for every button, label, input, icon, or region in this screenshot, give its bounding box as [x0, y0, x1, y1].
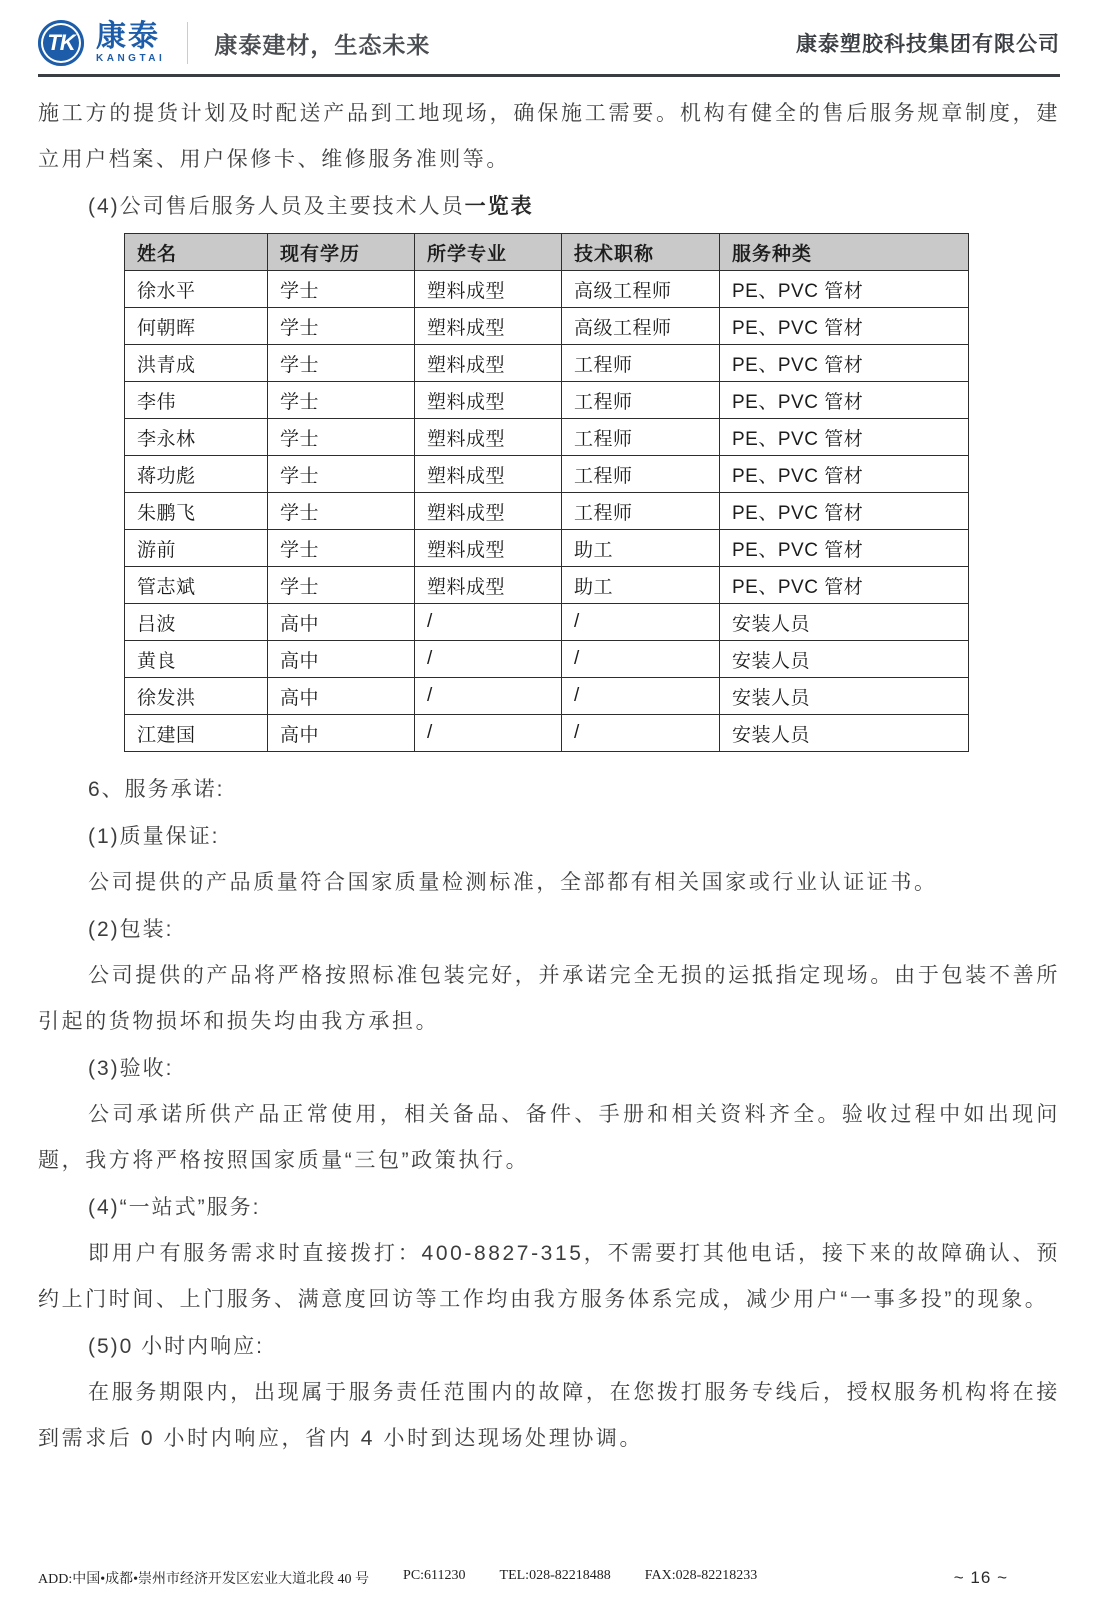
table-cell: 安装人员 [720, 641, 969, 678]
table-cell: / [562, 604, 720, 641]
table-cell: / [562, 715, 720, 752]
page-number: ~ 16 ~ [953, 1568, 1008, 1587]
table-header-cell: 姓名 [125, 234, 268, 271]
table-cell: 江建国 [125, 715, 268, 752]
section-label-acceptance: (3)验收: [88, 1057, 174, 1080]
brand-divider [187, 22, 188, 64]
table-cell: 学士 [268, 271, 415, 308]
table-cell: 徐水平 [125, 271, 268, 308]
table-cell: 工程师 [562, 456, 720, 493]
table-row [125, 456, 969, 493]
table-cell: PE、PVC 管材 [720, 567, 969, 604]
table-cell: 塑料成型 [415, 567, 562, 604]
table-cell: 学士 [268, 530, 415, 567]
brand-tagline: 康泰建材，生态未来 [214, 31, 431, 58]
table-cell: 学士 [268, 493, 415, 530]
brand-text [96, 22, 165, 64]
table-cell: 塑料成型 [415, 308, 562, 345]
table-cell: PE、PVC 管材 [720, 345, 969, 382]
table-cell: 工程师 [562, 419, 720, 456]
staff-table [124, 233, 969, 752]
table-cell: / [415, 641, 562, 678]
table-row [125, 419, 969, 456]
table-cell: 徐发洪 [125, 678, 268, 715]
section-label-quality: (1)质量保证: [88, 825, 220, 848]
table-cell: 工程师 [562, 345, 720, 382]
table-cell: PE、PVC 管材 [720, 493, 969, 530]
table-cell: 高级工程师 [562, 308, 720, 345]
table-cell: 李永林 [125, 419, 268, 456]
brand-name-cn: 康泰 [96, 20, 160, 53]
page-header [0, 0, 1098, 72]
table-cell: 安装人员 [720, 715, 969, 752]
table-cell: PE、PVC 管材 [720, 456, 969, 493]
section-text-quality: 公司提供的产品质量符合国家质量检测标准，全部都有相关国家或行业认证证书。 [88, 871, 938, 894]
service-commitment-sections [38, 766, 1060, 1462]
table-cell: / [562, 678, 720, 715]
table-cell: 塑料成型 [415, 345, 562, 382]
table-cell: 李伟 [125, 382, 268, 419]
table-header-cell: 服务种类 [720, 234, 969, 271]
section-text-one-stop-service: 即用户有服务需求时直接拨打：400-8827-315，不需要打其他电话，接下来的故障确认、预约上门时间、上门服务、满意度回访等工作均由我方服务体系完成，减少用户“一事多投”的现象。 [38, 1242, 1060, 1311]
table-cell: 蒋功彪 [125, 456, 268, 493]
table-cell: 塑料成型 [415, 382, 562, 419]
table-cell: 塑料成型 [415, 493, 562, 530]
table-row [125, 641, 969, 678]
table-cell: 助工 [562, 530, 720, 567]
table-cell: 高中 [268, 678, 415, 715]
table-cell: 学士 [268, 419, 415, 456]
table-header-cell: 现有学历 [268, 234, 415, 271]
table-row [125, 678, 969, 715]
footer-fax: FAX:028-82218233 [644, 1568, 758, 1583]
staff-table-header [125, 234, 969, 271]
table-cell: 塑料成型 [415, 456, 562, 493]
section-label-packaging: (2)包装: [88, 918, 174, 941]
table-cell: / [415, 715, 562, 752]
table-row [125, 308, 969, 345]
table-title-prefix: (4)公司售后服务人员及主要技术人员 [88, 195, 465, 218]
table-cell: 助工 [562, 567, 720, 604]
table-cell: 何朝晖 [125, 308, 268, 345]
table-cell: PE、PVC 管材 [720, 382, 969, 419]
footer-telephone: TEL:028-82218488 [499, 1568, 611, 1583]
section-text-packaging: 公司提供的产品将严格按照标准包装完好，并承诺完全无损的运抵指定现场。由于包装不善所引起的货物损坏和损失均由我方承担。 [38, 964, 1060, 1033]
table-cell: / [415, 678, 562, 715]
company-logo [38, 20, 430, 66]
section-heading: 6、服务承诺: [88, 778, 225, 801]
table-cell: 黄良 [125, 641, 268, 678]
table-cell: 工程师 [562, 493, 720, 530]
table-cell: 学士 [268, 567, 415, 604]
table-cell: 高中 [268, 604, 415, 641]
table-cell: 洪青成 [125, 345, 268, 382]
table-cell: 高级工程师 [562, 271, 720, 308]
document-body [0, 91, 1098, 1462]
table-header-cell: 所学专业 [415, 234, 562, 271]
staff-table-body [125, 271, 969, 752]
table-cell: 吕波 [125, 604, 268, 641]
table-cell: 高中 [268, 715, 415, 752]
section-text-response-time: 在服务期限内，出现属于服务责任范围内的故障，在您拨打服务专线后，授权服务机构将在接到需求后 0 小时内响应，省内 4 小时到达现场处理协调。 [38, 1381, 1060, 1450]
table-cell: 学士 [268, 345, 415, 382]
table-cell: 朱鹏飞 [125, 493, 268, 530]
table-cell: 学士 [268, 456, 415, 493]
table-cell: PE、PVC 管材 [720, 271, 969, 308]
company-name: 康泰塑胶科技集团有限公司 [796, 33, 1060, 56]
brand-name-en: KANGTAI [96, 53, 166, 64]
table-row [125, 567, 969, 604]
intro-paragraph: 施工方的提货计划及时配送产品到工地现场，确保施工需要。机构有健全的售后服务规章制度，建立用户档案、用户保修卡、维修服务准则等。 [38, 102, 1060, 171]
table-row [125, 345, 969, 382]
table-row [125, 715, 969, 752]
footer-contact-info [38, 1568, 757, 1588]
page-footer [0, 1568, 1098, 1588]
section-label-response-time: (5)0 小时内响应: [88, 1335, 265, 1358]
table-cell: 学士 [268, 308, 415, 345]
table-header-cell: 技术职称 [562, 234, 720, 271]
table-cell: 安装人员 [720, 678, 969, 715]
table-cell: 塑料成型 [415, 419, 562, 456]
section-text-acceptance: 公司承诺所供产品正常使用，相关备品、备件、手册和相关资料齐全。验收过程中如出现问题，我方将严格按照国家质量“三包”政策执行。 [38, 1103, 1060, 1172]
logo-tk-icon: TK [38, 20, 84, 66]
table-cell: 学士 [268, 382, 415, 419]
table-cell: 塑料成型 [415, 271, 562, 308]
table-cell: PE、PVC 管材 [720, 530, 969, 567]
header-rule [38, 74, 1060, 77]
table-cell: 工程师 [562, 382, 720, 419]
footer-address: ADD:中国•成都•崇州市经济开发区宏业大道北段 40 号 [38, 1572, 370, 1587]
table-cell: 高中 [268, 641, 415, 678]
table-cell: PE、PVC 管材 [720, 308, 969, 345]
section-label-one-stop-service: (4)“一站式”服务: [88, 1196, 261, 1219]
table-row [125, 604, 969, 641]
table-cell: 管志斌 [125, 567, 268, 604]
table-cell: 塑料成型 [415, 530, 562, 567]
table-row [125, 382, 969, 419]
footer-postal-code: PC:611230 [403, 1568, 466, 1583]
table-row [125, 271, 969, 308]
table-cell: 游前 [125, 530, 268, 567]
table-row [125, 530, 969, 567]
table-header-row [125, 234, 969, 271]
table-cell: / [562, 641, 720, 678]
table-title-bold: 一览表 [464, 195, 534, 218]
table-cell: / [415, 604, 562, 641]
table-cell: 安装人员 [720, 604, 969, 641]
table-cell: PE、PVC 管材 [720, 419, 969, 456]
table-row [125, 493, 969, 530]
table-title [38, 185, 1060, 229]
